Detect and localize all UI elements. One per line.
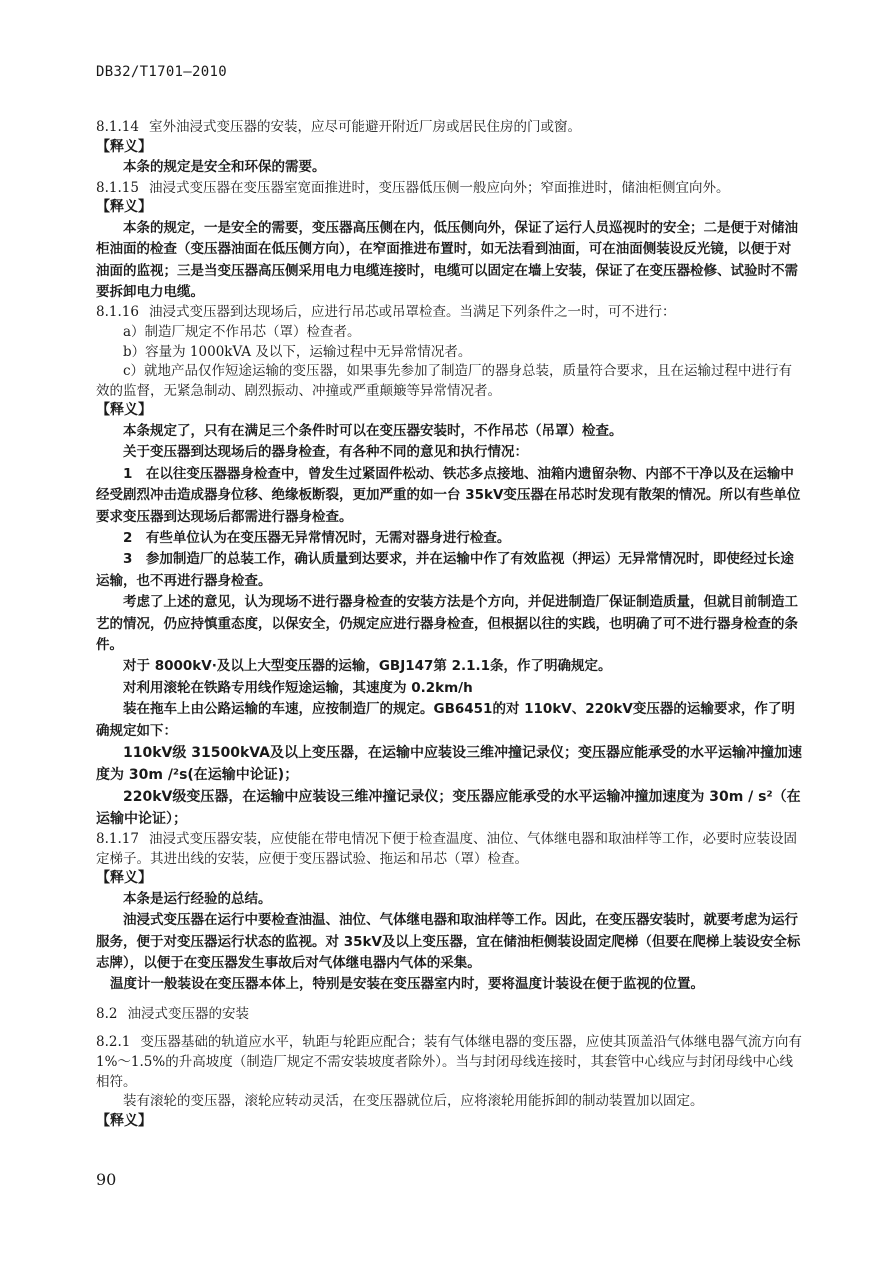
interpretation-text: 对于 8000kV·及以上大型变压器的运输，GBJ147第 2.1.1条，作了明确规定。 (123, 658, 612, 675)
clause-8-1-14 (96, 118, 804, 138)
section-heading-8-2 (96, 1005, 804, 1025)
interpretation-heading: 【释义】 (96, 138, 152, 155)
clause-8-2-1 (96, 1033, 804, 1092)
page-body (96, 118, 804, 1131)
clause-number: 8.1.16 (96, 304, 139, 321)
clause-8-1-15 (96, 179, 804, 199)
interpretation-heading: 【释义】 (96, 402, 152, 419)
list-item: c）就地产品仅作短途运输的变压器，如果事先参加了制造厂的器身总装，质量符合要求，且在运输过程中进行有效的监督，无紧急制动、剧烈振动、冲撞或严重颠簸等异常情况者。 (96, 363, 793, 399)
interpretation-text: 3 参加制造厂的总装工作，确认质量到达要求，并在运输中作了有效监视（押运）无异常情况时，即使经过长途运输，也不再进行器身检查。 (96, 551, 794, 589)
interpretation-text: 装在拖车上由公路运输的车速，应按制造厂的规定。GB6451的对 110kV、220kV变压器的运输要求，作了明确规定如下： (96, 701, 795, 739)
clause-number: 8.1.17 (96, 831, 139, 848)
interpretation-text: 本条的规定，一是安全的需要，变压器高压侧在内，低压侧向外，保证了运行人员巡视时的安全；二是便于对储油柜油面的检查（变压器油面在低压侧方向），在窄面推进布置时，如无法看到油面，可在油面侧装设反光镜，以便于对油面的监视；三是当变压器高压侧采用电力电缆连接时，电缆可以固定在墙上安装，保证了在变压器检修、试验时不需要拆卸电力电缆。 (96, 219, 798, 300)
interpretation-text: 本条的规定是安全和环保的需要。 (123, 159, 326, 176)
clause-8-1-16 (96, 303, 804, 323)
interpretation-text: 温度计一般装设在变压器本体上，特别是安装在变压器室内时，要将温度计装设在便于监视的位置。 (110, 976, 704, 993)
interpretation-text: 油浸式变压器在运行中要检查油温、油位、气体继电器和取油样等工作。因此，在变压器安装时，就要考虑为运行服务，便于对变压器运行状态的监视。对 35kV及以上变压器，宜在储油柜侧装设固定爬梯（但要在爬梯上装设安全标志牌），以便于在变压器发生事故后对气体继电器内气体的采集。 (96, 912, 801, 972)
document-code: DB32/T1701—2010 (96, 64, 227, 80)
clause-text: 室外油浸式变压器的安装，应尽可能避开附近厂房或居民住房的门或窗。 (148, 119, 581, 135)
interpretation-text: 1 在以往变压器器身检查中，曾发生过紧固件松动、铁芯多点接地、油箱内遗留杂物、内部不干净以及在运输中经受剧烈冲击造成器身位移、绝缘板断裂，更加严重的如一台 35kV变压器在吊芯时发现有散架的情况。所以有些单位要求变压器到达现场后都需进行器身检查。 (96, 465, 801, 525)
section-number: 8.2 (96, 1005, 118, 1022)
clause-number: 8.1.14 (96, 119, 139, 135)
interpretation-text: 本条规定了，只有在满足三个条件时可以在变压器安装时，不作吊芯（吊罩）检查。 (123, 422, 623, 439)
interpretation-heading: 【释义】 (96, 1112, 152, 1129)
interpretation-text: 考虑了上述的意见，认为现场不进行器身检查的安装方法是个方向，并促进制造厂保证制造质量，但就目前制造工艺的情况，仍应持慎重态度，以保安全，仍规定应进行器身检查，但根据以往的实践，也明确了可不进行器身检查的条件。 (96, 594, 798, 654)
clause-paragraph: 装有滚轮的变压器，滚轮应转动灵活，在变压器就位后，应将滚轮用能拆卸的制动装置加以固定。 (123, 1093, 704, 1110)
interpretation-text: 2 有些单位认为在变压器无异常情况时，无需对器身进行检查。 (123, 530, 511, 546)
interpretation-text: 本条是运行经验的总结。 (123, 890, 272, 907)
page-number: 90 (96, 1170, 117, 1189)
interpretation-text: 220kV级变压器，在运输中应装设三维冲撞记录仪；变压器应能承受的水平运输冲撞加速度为 30m / s²（在运输中论证）； (96, 789, 801, 828)
interpretation-heading: 【释义】 (96, 199, 152, 216)
interpretation-text: 110kV级 31500kVA及以上变压器，在运输中应装设三维冲撞记录仪；变压器应能承受的水平运输冲撞加速度为 30m /²s(在运输中论证)； (96, 745, 802, 784)
clause-text: 变压器基础的轨道应水平，轨距与轮距应配合；装有气体继电器的变压器，应使其顶盖沿气体继电器气流方向有 1%～1.5%的升高坡度（制造厂规定不需安装坡度者除外）。当与封闭母线连接时，其套管中心线应与封闭母线中心线相符。 (96, 1034, 802, 1090)
clause-number: 8.2.1 (96, 1034, 131, 1051)
interpretation-text: 关于变压器到达现场后的器身检查，有各种不同的意见和执行情况： (123, 444, 528, 461)
list-item: a）制造厂规定不作吊芯（罩）检查者。 (123, 324, 361, 340)
interpretation-heading: 【释义】 (96, 870, 152, 887)
interpretation-text: 对利用滚轮在铁路专用线作短途运输，其速度为 0.2km/h (123, 679, 473, 696)
clause-text: 油浸式变压器到达现场后，应进行吊芯或吊罩检查。当满足下列条件之一时，可不进行： (148, 304, 676, 321)
clause-text: 油浸式变压器安装，应使能在带电情况下便于检查温度、油位、气体继电器和取油样等工作，必要时应装设固定梯子。其进出线的安装，应便于变压器试验、拖运和吊芯（罩）检查。 (96, 831, 797, 867)
list-item: b）容量为 1000kVA 及以下，运输过程中无异常情况者。 (123, 343, 472, 360)
clause-number: 8.1.15 (96, 179, 139, 196)
clause-8-1-17 (96, 830, 804, 869)
section-title: 油浸式变压器的安装 (127, 1005, 249, 1022)
clause-text: 油浸式变压器在变压器室宽面推进时，变压器低压侧一般应向外；窄面推进时，储油柜侧宜向外。 (148, 179, 730, 196)
